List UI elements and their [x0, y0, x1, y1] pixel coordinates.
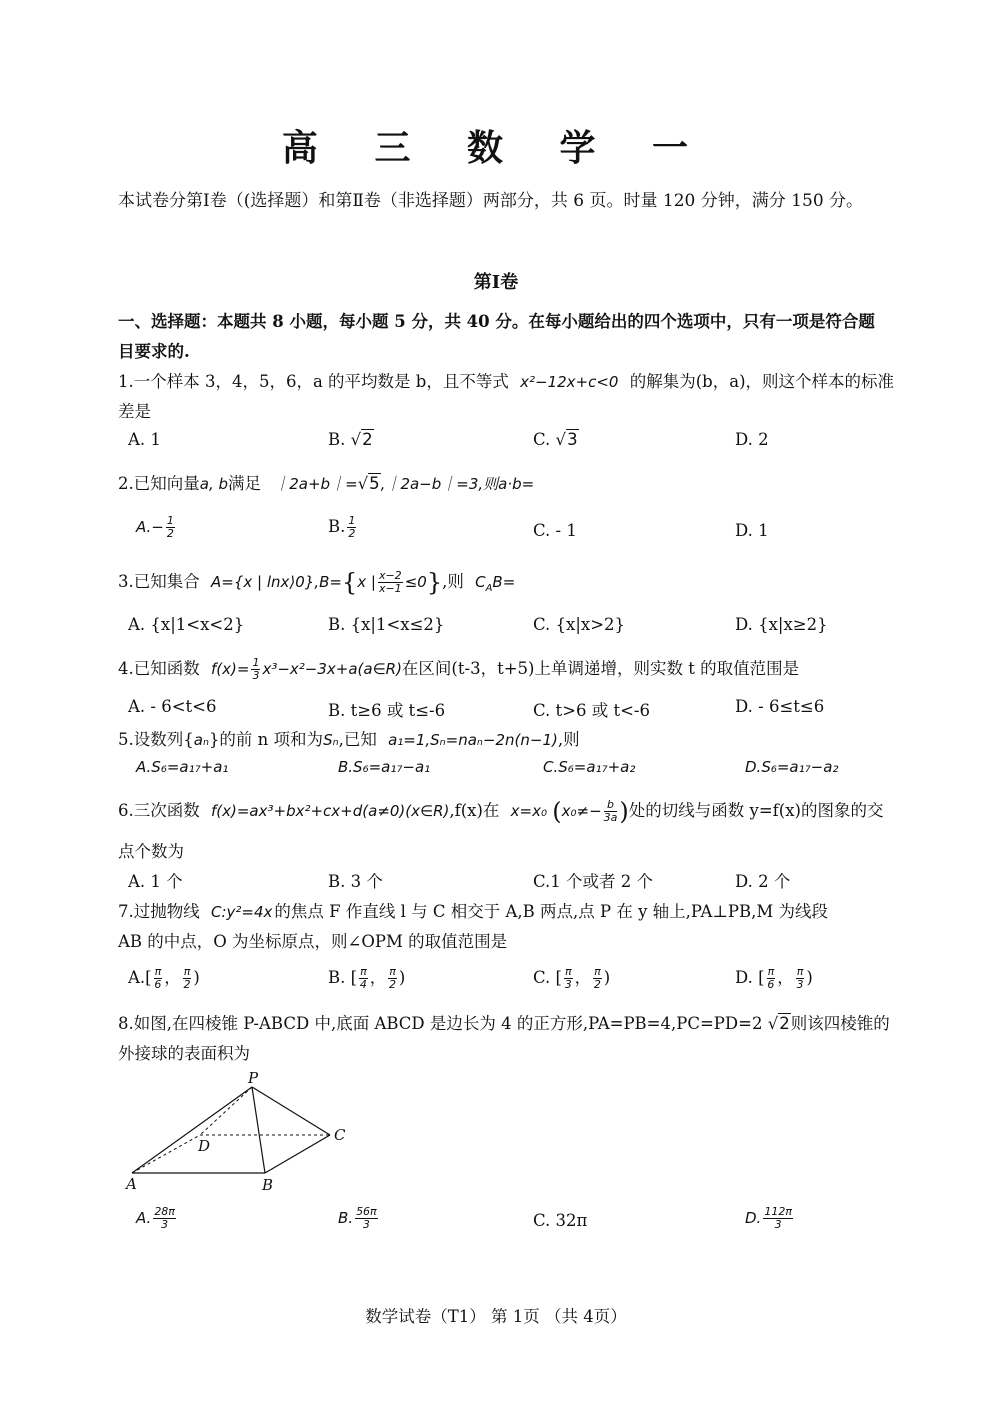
pyramid-figure	[118, 1065, 368, 1195]
q1-text-a: 1.一个样本 3，4，5，6，a 的平均数是 b，且不等式	[118, 372, 509, 391]
q8-option-c: C. 32π	[533, 1211, 588, 1230]
q8-text-b: 则该四棱锥的	[790, 1014, 890, 1033]
q8-a-label: A.	[136, 1209, 152, 1227]
q7-d-sep: ，	[777, 968, 794, 987]
q2-option-a	[136, 515, 177, 540]
section-instructions-line2: 目要求的.	[118, 342, 190, 361]
q5-option-c: C.S₆=a₁₇+a₂	[543, 758, 636, 776]
q2-b-den: 2	[348, 527, 356, 540]
q2-b-num: 1	[348, 514, 356, 527]
exam-intro: 本试卷分第Ⅰ卷（(选择题）和第Ⅱ卷（非选择题）两部分，共 6 页。时量 120 分钟，满分 150 分。	[118, 191, 864, 211]
q7-option-b	[328, 964, 405, 991]
q8-option-a	[136, 1206, 178, 1231]
q7-a-d1: 6	[154, 978, 162, 991]
q7-b-frac2	[388, 966, 397, 991]
q7-parabola: C:y²=4x	[211, 903, 273, 921]
q2-text: 2.已知向量	[118, 474, 200, 493]
edge-pd-hidden	[200, 1087, 252, 1135]
q3-ask-pre: ,则	[442, 572, 464, 591]
q7-d-d2: 3	[796, 978, 804, 991]
section-instructions-line1: 一、选择题：本题共 8 小题，每小题 5 分，共 40 分。在每小题给出的四个选项中，只有一项是符合题	[118, 312, 875, 331]
q7-c-d2: 2	[593, 978, 601, 991]
q5-known: ,已知	[338, 730, 377, 749]
q8-option-d	[745, 1206, 795, 1231]
q3-complement-post: B=	[492, 573, 516, 591]
question-5	[118, 726, 580, 750]
q7-c-n1: π	[564, 965, 572, 978]
q1-option-b-sqrt: √2	[350, 430, 373, 449]
q8-d-frac	[763, 1206, 793, 1231]
q5-condition: a₁=1,Sₙ=naₙ−2n(n−1)	[388, 731, 558, 749]
q7-b-sep: ，	[369, 968, 387, 987]
q6-option-c: C.1 个或者 2 个	[533, 872, 654, 891]
edge-pb	[252, 1087, 265, 1173]
q6-frac-den: 3a	[603, 811, 618, 824]
q8-a-den: 3	[161, 1218, 169, 1231]
q5-an: aₙ	[193, 731, 209, 749]
q1-option-c-label: C.	[533, 430, 551, 449]
q8-b-frac	[355, 1206, 378, 1231]
vertex-label-d: D	[198, 1137, 211, 1155]
q8-b-num: 56π	[356, 1205, 377, 1218]
q3-option-b: B. {x|1<x≤2}	[328, 615, 445, 634]
q2-option-a-frac	[166, 515, 175, 540]
q8-line2: 外接球的表面积为	[118, 1044, 250, 1063]
q4-option-b: B. t≥6 或 t≤-6	[328, 701, 446, 720]
q2-radicand: 5	[369, 474, 380, 493]
q6-rest: 处的切线与函数 y=f(x)的图象的交	[628, 801, 884, 820]
q6-option-b: B. 3 个	[328, 872, 383, 891]
q6-frac	[604, 799, 618, 824]
page-footer: 数学试卷（T1） 第 1页 （共 4页）	[365, 1307, 627, 1326]
q7-a-sep: ，	[164, 968, 181, 987]
q3-complement-c: C	[475, 573, 486, 591]
edge-ad-hidden	[132, 1135, 200, 1173]
q2-cond-label: 满足	[228, 474, 261, 493]
q2-option-b-frac	[347, 515, 356, 540]
q6-paren-close: )	[619, 797, 629, 826]
q3-brace-open: {	[341, 568, 358, 597]
q2-vectors: a, b	[199, 475, 228, 493]
q7-c-frac2	[593, 966, 602, 991]
q7-d-frac1	[767, 966, 776, 991]
q1-option-c	[533, 430, 579, 449]
q2-a-den: 2	[166, 527, 174, 540]
q2-option-a-label: A.−	[136, 518, 164, 536]
q1-option-d: D. 2	[735, 430, 769, 449]
q2-cond1: ｜2a+b｜=	[274, 475, 358, 493]
q5-end: ,则	[557, 730, 580, 749]
q3-option-c: C. {x|x>2}	[533, 615, 626, 634]
q7-b-d2: 2	[389, 978, 396, 991]
q4-option-a: A. - 6<t<6	[128, 697, 217, 716]
q7-a-n1: π	[154, 965, 162, 978]
q4-frac-num: 1	[252, 656, 260, 669]
q7-c-open: C. [	[533, 968, 562, 987]
q3-text: 3.已知集合	[118, 572, 200, 591]
q3-set-b-post: ≤0	[404, 573, 427, 591]
q2-cond2: ,｜2a−b｜=3,则	[380, 475, 499, 493]
q4-func-pre: f(x)=	[211, 660, 250, 678]
q3-set-a: A={x | lnx⟩0},B=	[211, 573, 342, 591]
q6-paren-open: (	[552, 797, 562, 826]
q7-line2: AB 的中点，O 为坐标原点，则∠OPM 的取值范围是	[118, 932, 508, 951]
question-4	[118, 655, 799, 682]
q3-complement	[475, 573, 516, 594]
question-2	[118, 470, 534, 494]
q8-sqrt: √2	[767, 1014, 790, 1033]
q4-text: 4.已知函数	[118, 659, 200, 678]
q1-text-b: 的解集为(b，a)，则这个样本的标准	[629, 372, 895, 391]
q5-mid: }的前 n 项和为	[208, 730, 324, 749]
q7-option-c	[533, 964, 610, 991]
q4-func-post: x³−x²−3x+a(a∈R)	[262, 660, 402, 678]
q7-b-n2: π	[389, 965, 396, 978]
q3-frac-den: x−1	[378, 582, 402, 595]
q6-option-a: A. 1 个	[128, 872, 183, 891]
vertex-label-c: C	[334, 1126, 346, 1144]
q8-d-den: 3	[774, 1218, 782, 1231]
page-title: 高 三 数 学 一	[281, 128, 711, 169]
q7-c-sep: ，	[574, 968, 592, 987]
q5-text: 5.设数列{	[118, 730, 194, 749]
vertex-label-a: A	[126, 1175, 137, 1193]
q4-option-d: D. - 6≤t≤6	[735, 697, 825, 716]
q6-line2: 点个数为	[118, 842, 184, 861]
q3-set-b-pre: x |	[357, 573, 376, 591]
q2-option-d: D. 1	[735, 521, 769, 540]
q5-option-d: D.S₆=a₁₇−a₂	[745, 758, 839, 776]
q2-option-b-label: B.	[328, 517, 346, 536]
q7-b-d1: 4	[359, 978, 367, 991]
q1-option-b	[328, 430, 374, 449]
q7-d-d1: 6	[767, 978, 775, 991]
q7-d-n1: π	[767, 965, 775, 978]
q4-option-c: C. t>6 或 t<-6	[533, 701, 650, 720]
q7-c-n2: π	[594, 965, 601, 978]
q1-option-b-label: B.	[328, 430, 346, 449]
part-heading: 第Ⅰ卷	[473, 272, 519, 293]
q3-option-a: A. {x|1<x<2}	[128, 615, 245, 634]
q8-a-frac	[153, 1206, 176, 1231]
q8-d-label: D.	[745, 1209, 762, 1227]
q8-d-num: 112π	[764, 1205, 792, 1218]
q6-x0: x=x₀	[510, 802, 547, 820]
q6-mid: ,f(x)在	[449, 801, 500, 820]
question-6	[118, 797, 883, 826]
q7-c-frac1	[564, 966, 573, 991]
q3-set-b-frac	[378, 570, 403, 595]
q6-x0-cond: x₀≠−	[561, 802, 602, 820]
q7-d-n2: π	[796, 965, 804, 978]
q7-a-open: A.[	[128, 968, 152, 987]
q4-frac-den: 3	[252, 669, 260, 682]
q1-line2: 差是	[118, 402, 151, 421]
q7-d-open: D. [	[735, 968, 765, 987]
q7-b-n1: π	[360, 965, 367, 978]
q1-inequality: x²−12x+c<0	[520, 373, 619, 391]
q7-d-close: )	[806, 968, 813, 987]
q7-text-a: 7.过抛物线	[118, 902, 200, 921]
edge-pc	[252, 1087, 330, 1135]
q8-radicand: 2	[779, 1014, 790, 1033]
q3-option-d: D. {x|x≥2}	[735, 615, 828, 634]
q7-d-frac2	[796, 966, 805, 991]
q1-option-c-radicand: 3	[567, 430, 578, 449]
q2-option-b	[328, 515, 358, 540]
q7-a-close: )	[193, 968, 200, 987]
question-3	[118, 568, 515, 597]
q7-b-frac1	[359, 966, 368, 991]
q7-a-frac1	[154, 966, 163, 991]
q7-option-d	[735, 964, 813, 991]
q8-option-b	[338, 1206, 380, 1231]
q8-a-num: 28π	[154, 1205, 175, 1218]
q2-ask: a·b=	[498, 475, 535, 493]
q1-option-c-sqrt: √3	[555, 430, 578, 449]
q7-text-b: 的焦点 F 作直线 l 与 C 相交于 A,B 两点,点 P 在 y 轴上,PA⊥PB,M 为线段	[274, 902, 829, 921]
q6-option-d: D. 2 个	[735, 872, 791, 891]
question-8	[118, 1010, 890, 1034]
edge-bc	[265, 1135, 330, 1173]
q2-option-c: C. - 1	[533, 521, 577, 540]
q7-a-n2: π	[183, 965, 191, 978]
vertex-label-p: P	[248, 1069, 259, 1087]
q5-option-a: A.S₆=a₁₇+a₁	[136, 758, 229, 776]
q2-sqrt5: √5	[357, 474, 380, 493]
q6-function: f(x)=ax³+bx²+cx+d(a≠0)(x∈R)	[211, 802, 450, 820]
q3-complement-sub: A	[485, 583, 493, 594]
q7-option-a	[128, 964, 200, 991]
question-1	[118, 368, 894, 392]
q1-option-a: A. 1	[128, 430, 161, 449]
edge-pa	[132, 1087, 252, 1173]
q4-rest: 在区间(t-3，t+5)上单调递增，则实数 t 的取值范围是	[401, 659, 800, 678]
q5-sn: Sₙ	[323, 731, 339, 749]
q7-a-frac2	[183, 966, 192, 991]
vertex-label-b: B	[262, 1176, 274, 1194]
q6-frac-num: b	[604, 799, 618, 812]
q7-b-open: B. [	[328, 968, 358, 987]
q8-b-den: 3	[362, 1218, 370, 1231]
q3-frac-num: x−2	[378, 569, 402, 582]
q6-text: 6.三次函数	[118, 801, 200, 820]
q3-brace-close: }	[426, 568, 443, 597]
q7-b-close: )	[398, 968, 406, 987]
q2-a-num: 1	[166, 514, 174, 527]
q7-c-close: )	[603, 968, 611, 987]
q7-a-d2: 2	[183, 978, 191, 991]
q5-option-b: B.S₆=a₁₇−a₁	[338, 758, 431, 776]
question-7	[118, 898, 828, 922]
q7-c-d1: 3	[564, 978, 572, 991]
q4-func-frac	[251, 657, 260, 682]
q8-text-a: 8.如图,在四棱锥 P-ABCD 中,底面 ABCD 是边长为 4 的正方形,PA=PB=4,PC=PD=2	[118, 1014, 763, 1033]
q8-b-label: B.	[338, 1209, 354, 1227]
q1-option-b-radicand: 2	[362, 430, 373, 449]
